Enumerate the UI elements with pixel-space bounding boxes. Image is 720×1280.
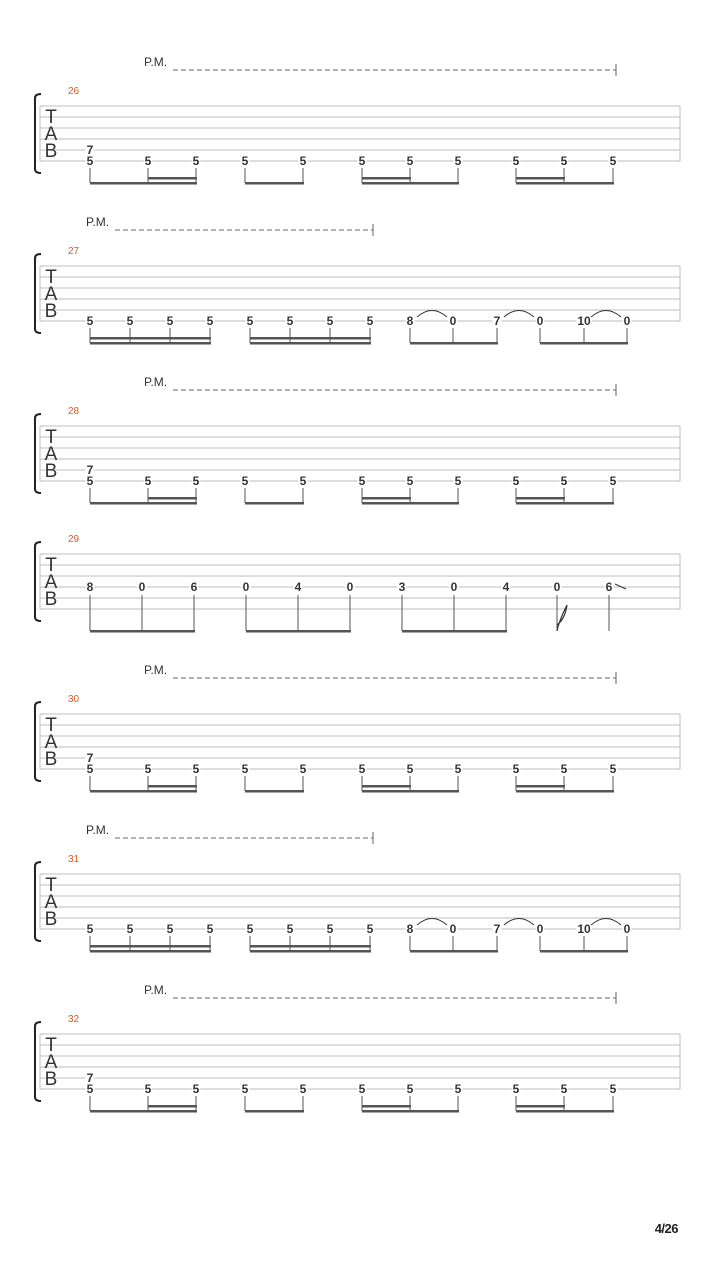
fret-number: 5 xyxy=(86,314,94,328)
palm-mute-label: P.M. xyxy=(144,663,168,677)
fret-number: 5 xyxy=(366,922,374,936)
fret-number: 5 xyxy=(144,154,152,168)
beam xyxy=(410,950,498,953)
tab-clef-letter: B xyxy=(44,749,58,770)
beam xyxy=(90,630,195,633)
tab-clef-letter: T xyxy=(45,875,57,896)
tab-clef-letter: T xyxy=(45,427,57,448)
beam-secondary xyxy=(148,177,197,180)
page-number: 4/26 xyxy=(654,1221,678,1236)
fret-number: 5 xyxy=(326,314,334,328)
measure-number: 29 xyxy=(68,534,80,545)
tab-clef-letter: T xyxy=(45,267,57,288)
fret-number: 5 xyxy=(246,922,254,936)
tab-system-27 xyxy=(35,215,680,345)
fret-number: 5 xyxy=(609,154,617,168)
measure-number: 30 xyxy=(68,694,80,705)
fret-number: 5 xyxy=(126,314,134,328)
fret-number: 5 xyxy=(144,762,152,776)
fret-number: 5 xyxy=(206,922,214,936)
beam xyxy=(362,182,459,185)
fret-number: 8 xyxy=(406,922,414,936)
beam-secondary xyxy=(516,785,565,788)
fret-number: 5 xyxy=(560,474,568,488)
fret-number: 8 xyxy=(86,580,94,594)
fret-number: 4 xyxy=(294,580,302,594)
tab-clef-letter: B xyxy=(44,461,58,482)
tab-clef-letter: A xyxy=(44,892,58,913)
palm-mute-label: P.M. xyxy=(144,55,168,69)
beam xyxy=(410,342,498,345)
tab-system-29 xyxy=(35,534,680,633)
beam xyxy=(540,342,628,345)
beam xyxy=(90,1110,197,1113)
fret-number: 5 xyxy=(86,922,94,936)
fret-number: 5 xyxy=(246,314,254,328)
tab-clef-letter: A xyxy=(44,1052,58,1073)
tab-clef-letter: A xyxy=(44,572,58,593)
fret-number: 5 xyxy=(86,154,94,168)
fret-number: 5 xyxy=(406,762,414,776)
beam-secondary xyxy=(362,785,411,788)
measure-number: 26 xyxy=(68,86,80,97)
fret-number: 5 xyxy=(406,154,414,168)
beam xyxy=(245,182,304,185)
fret-number: 5 xyxy=(299,154,307,168)
beam xyxy=(516,1110,614,1113)
beam xyxy=(245,790,304,793)
tab-clef-letter: T xyxy=(45,715,57,736)
fret-number: 7 xyxy=(86,1071,94,1085)
fret-number: 0 xyxy=(138,580,146,594)
slur-arc xyxy=(504,919,534,926)
fret-number: 5 xyxy=(454,154,462,168)
beam xyxy=(246,630,351,633)
tab-system-31 xyxy=(35,823,680,953)
tab-clef-letter: B xyxy=(44,909,58,930)
fret-number: 7 xyxy=(493,314,501,328)
fret-number: 5 xyxy=(358,474,366,488)
fret-number: 5 xyxy=(144,1082,152,1096)
fret-number: 5 xyxy=(86,762,94,776)
fret-number: 5 xyxy=(326,922,334,936)
tab-clef-letter: B xyxy=(44,1069,58,1090)
tab-clef-letter: B xyxy=(44,141,58,162)
tab-clef-letter: A xyxy=(44,124,58,145)
fret-number: 3 xyxy=(398,580,406,594)
beam-secondary xyxy=(250,945,371,948)
tab-clef-letter: A xyxy=(44,732,58,753)
beam xyxy=(250,342,371,345)
fret-number: 5 xyxy=(241,474,249,488)
beam xyxy=(362,1110,459,1113)
beam xyxy=(516,790,614,793)
fret-number: 5 xyxy=(206,314,214,328)
fret-number: 5 xyxy=(406,1082,414,1096)
measure-number: 27 xyxy=(68,246,80,257)
fret-number: 5 xyxy=(454,762,462,776)
fret-number: 5 xyxy=(286,314,294,328)
fret-number: 5 xyxy=(512,762,520,776)
fret-number: 5 xyxy=(144,474,152,488)
tab-clef-letter: T xyxy=(45,107,57,128)
beam-secondary xyxy=(148,785,197,788)
tab-clef-letter: B xyxy=(44,301,58,322)
tab-system-32 xyxy=(35,983,680,1113)
beam-secondary xyxy=(90,337,211,340)
fret-number: 5 xyxy=(86,1082,94,1096)
fret-number: 5 xyxy=(512,474,520,488)
beam xyxy=(516,182,614,185)
beam xyxy=(90,182,197,185)
tab-system-30 xyxy=(35,663,680,793)
slur-arc xyxy=(591,311,621,318)
fret-number: 5 xyxy=(192,154,200,168)
fret-number: 5 xyxy=(358,762,366,776)
fret-number: 4 xyxy=(502,580,510,594)
beam-secondary xyxy=(516,497,565,500)
palm-mute-label: P.M. xyxy=(144,983,168,997)
beam xyxy=(540,950,628,953)
beam xyxy=(90,342,211,345)
fret-number: 5 xyxy=(241,762,249,776)
fret-number: 5 xyxy=(286,922,294,936)
beam xyxy=(402,630,507,633)
fret-number: 5 xyxy=(560,762,568,776)
fret-number: 5 xyxy=(609,474,617,488)
fret-number: 0 xyxy=(553,580,561,594)
fret-number: 5 xyxy=(126,922,134,936)
fret-number: 8 xyxy=(406,314,414,328)
fret-number: 7 xyxy=(86,143,94,157)
beam xyxy=(516,502,614,505)
fret-number: 5 xyxy=(560,1082,568,1096)
fret-number: 0 xyxy=(623,922,631,936)
fret-number: 0 xyxy=(346,580,354,594)
fret-number: 5 xyxy=(299,1082,307,1096)
tab-system-26 xyxy=(35,55,680,185)
fret-number: 10 xyxy=(577,922,591,936)
fret-number: 5 xyxy=(86,474,94,488)
beam xyxy=(90,950,211,953)
tab-system-28 xyxy=(35,375,680,505)
fret-number: 5 xyxy=(192,1082,200,1096)
fret-number: 5 xyxy=(299,762,307,776)
fret-number: 0 xyxy=(536,314,544,328)
fret-number: 5 xyxy=(192,762,200,776)
beam-secondary xyxy=(362,497,411,500)
fret-number: 5 xyxy=(241,1082,249,1096)
fret-number: 6 xyxy=(605,580,613,594)
slur-arc xyxy=(417,919,447,926)
fret-number: 5 xyxy=(299,474,307,488)
beam xyxy=(362,502,459,505)
palm-mute-label: P.M. xyxy=(86,823,110,837)
fret-number: 7 xyxy=(493,922,501,936)
fret-number: 0 xyxy=(242,580,250,594)
fret-number: 0 xyxy=(623,314,631,328)
fret-number: 5 xyxy=(166,922,174,936)
tab-clef-letter: B xyxy=(44,589,58,610)
slur-arc xyxy=(591,919,621,926)
fret-number: 5 xyxy=(241,154,249,168)
beam xyxy=(362,790,459,793)
fret-number: 5 xyxy=(358,1082,366,1096)
fret-number: 5 xyxy=(609,762,617,776)
fret-number: 5 xyxy=(454,474,462,488)
fret-number: 0 xyxy=(449,314,457,328)
fret-number: 5 xyxy=(512,1082,520,1096)
beam xyxy=(90,502,197,505)
beam-secondary xyxy=(362,177,411,180)
fret-number: 5 xyxy=(166,314,174,328)
slur-arc xyxy=(504,311,534,318)
measure-number: 31 xyxy=(68,854,80,865)
tab-clef-letter: A xyxy=(44,444,58,465)
fret-number: 5 xyxy=(406,474,414,488)
palm-mute-label: P.M. xyxy=(144,375,168,389)
fret-number: 5 xyxy=(366,314,374,328)
fret-number: 5 xyxy=(560,154,568,168)
slur-arc xyxy=(417,311,447,318)
fret-number: 0 xyxy=(450,580,458,594)
fret-number: 5 xyxy=(358,154,366,168)
beam-secondary xyxy=(148,1105,197,1108)
tab-clef-letter: T xyxy=(45,555,57,576)
beam-secondary xyxy=(250,337,371,340)
measure-number: 32 xyxy=(68,1014,80,1025)
fret-number: 5 xyxy=(609,1082,617,1096)
beam xyxy=(90,790,197,793)
palm-mute-label: P.M. xyxy=(86,215,110,229)
beam-secondary xyxy=(148,497,197,500)
beam xyxy=(245,1110,304,1113)
beam-secondary xyxy=(362,1105,411,1108)
fret-number: 0 xyxy=(536,922,544,936)
fret-number: 6 xyxy=(190,580,198,594)
fret-number: 7 xyxy=(86,751,94,765)
beam-secondary xyxy=(90,945,211,948)
fret-number: 0 xyxy=(449,922,457,936)
fret-number: 5 xyxy=(454,1082,462,1096)
beam xyxy=(245,502,304,505)
measure-number: 28 xyxy=(68,406,80,417)
beam-secondary xyxy=(516,177,565,180)
fret-number: 7 xyxy=(86,463,94,477)
fret-number: 5 xyxy=(512,154,520,168)
tab-clef-letter: A xyxy=(44,284,58,305)
beam-secondary xyxy=(516,1105,565,1108)
tab-clef-letter: T xyxy=(45,1035,57,1056)
fret-number: 5 xyxy=(192,474,200,488)
fret-number: 10 xyxy=(577,314,591,328)
beam xyxy=(250,950,371,953)
